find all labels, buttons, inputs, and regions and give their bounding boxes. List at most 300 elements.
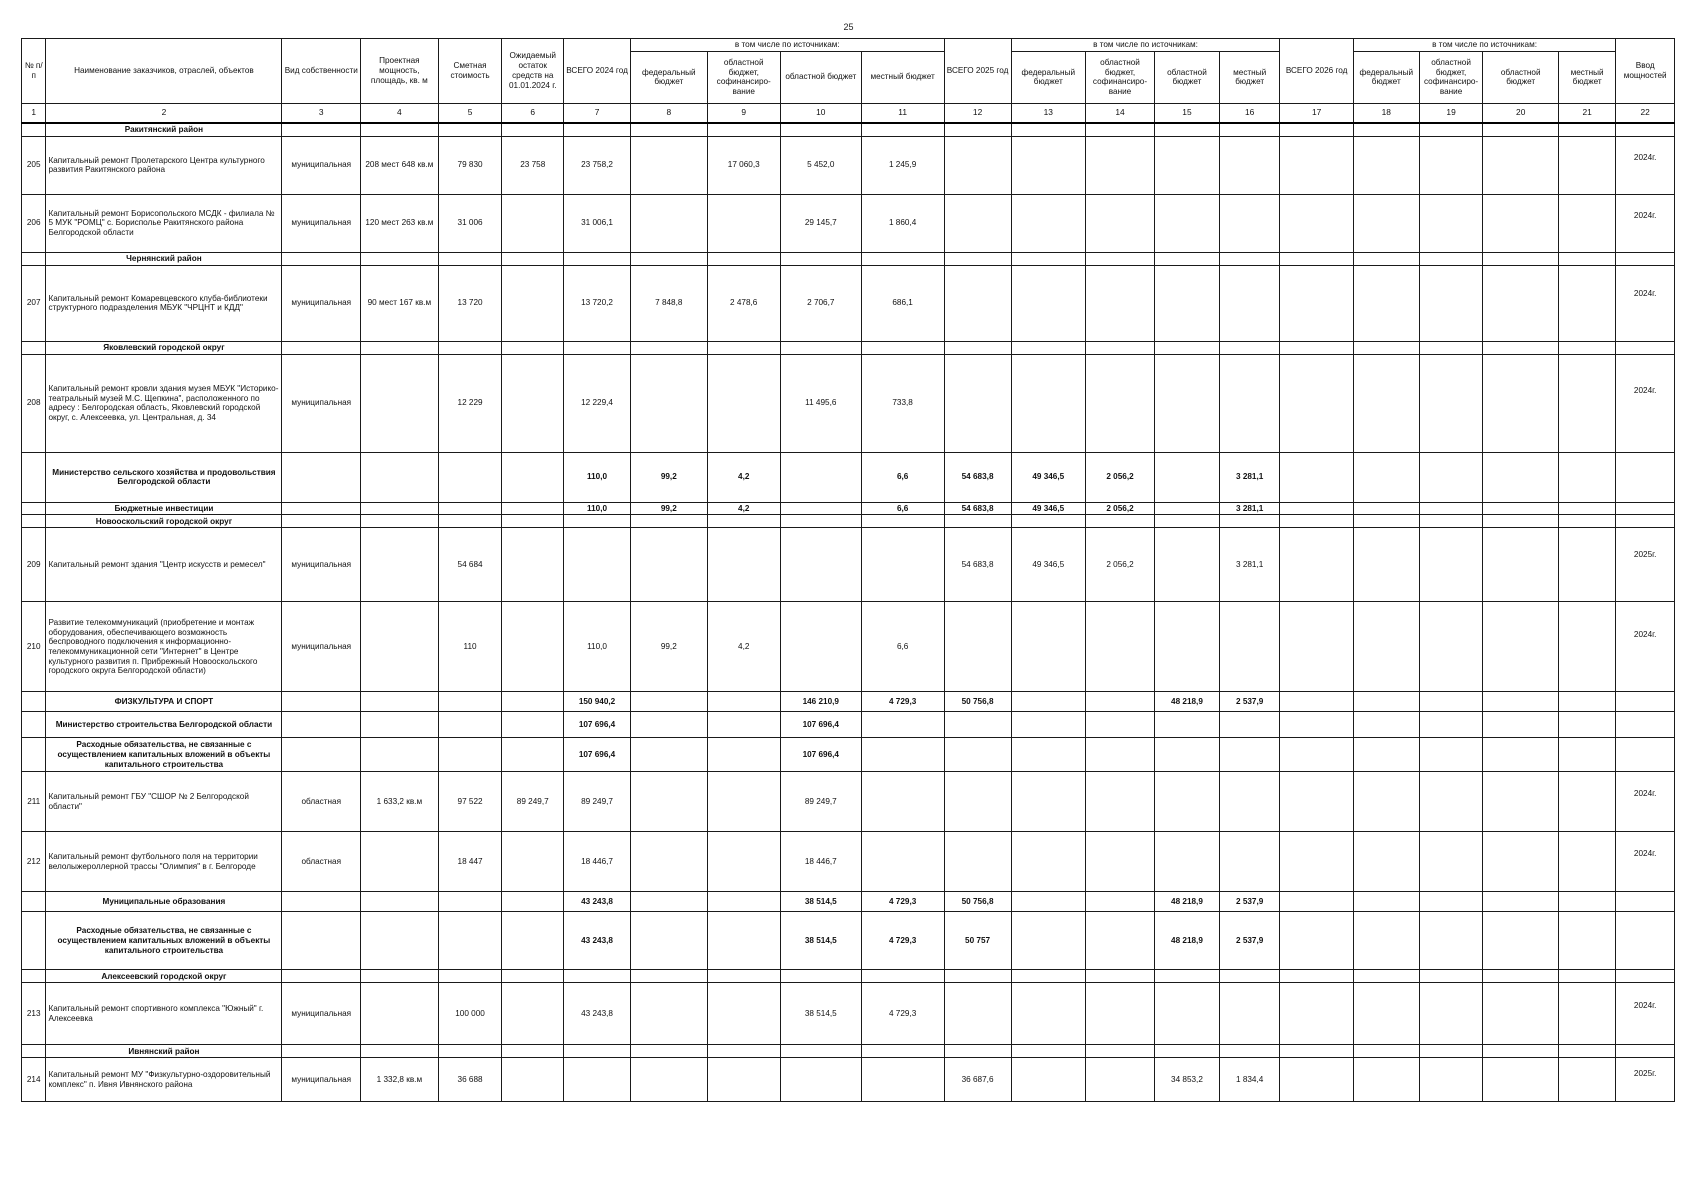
object-name: Капитальный ремонт ГБУ "СШОР № 2 Белгородской области" (46, 772, 282, 832)
expected-balance-cell: 89 249,7 (502, 772, 564, 832)
empty-cell (1353, 515, 1419, 528)
empty-cell (1483, 515, 1558, 528)
page-number: 25 (843, 22, 854, 32)
empty-cell (564, 341, 631, 354)
empty-cell (780, 970, 861, 983)
section-name: Новооскольский городской округ (46, 515, 282, 528)
ownership-cell (282, 738, 361, 772)
investment-table (21, 38, 1675, 1102)
empty-cell (1558, 123, 1615, 137)
column-number: 10 (780, 103, 861, 123)
capacity-cell (361, 912, 439, 970)
empty-cell (1483, 252, 1558, 265)
regional-2026-cell (1483, 738, 1558, 772)
federal-2026-cell (1353, 194, 1419, 252)
local-2026-cell (1558, 912, 1615, 970)
section-name: Яковлевский городской округ (46, 341, 282, 354)
regional-2025-cell (1155, 354, 1220, 452)
regional-2025-cell (1155, 602, 1220, 692)
regional-2024-cell: 38 514,5 (780, 983, 861, 1045)
regional-2025-cell (1155, 502, 1220, 515)
total-2026-cell (1280, 738, 1353, 772)
empty-cell (1616, 252, 1675, 265)
total-2024-cell: 110,0 (564, 602, 631, 692)
estimated-cost-cell: 97 522 (438, 772, 502, 832)
empty-cell (780, 252, 861, 265)
empty-cell (438, 123, 502, 137)
empty-cell (1616, 970, 1675, 983)
capacity-cell (361, 602, 439, 692)
empty-cell (361, 1045, 439, 1058)
regional-2024-cell: 5 452,0 (780, 136, 861, 194)
total-2026-cell (1280, 194, 1353, 252)
local-2024-cell (861, 772, 944, 832)
empty-cell (1155, 970, 1220, 983)
local-2024-cell: 6,6 (861, 602, 944, 692)
empty-cell (944, 252, 1011, 265)
commissioning-cell (1616, 692, 1675, 712)
empty-cell (1483, 123, 1558, 137)
empty-cell (707, 970, 780, 983)
column-number: 1 (22, 103, 46, 123)
capacity-cell: 208 мест 648 кв.м (361, 136, 439, 194)
empty-cell (438, 970, 502, 983)
column-number: 19 (1419, 103, 1483, 123)
header-sources-2024: в том числе по источникам: (631, 39, 945, 52)
header-column-numbers (22, 103, 1675, 123)
local-2024-cell (861, 738, 944, 772)
federal-2024-cell (631, 772, 708, 832)
federal-2025-cell (1011, 1058, 1085, 1102)
expected-balance-cell (502, 452, 564, 502)
total-2026-cell (1280, 265, 1353, 341)
federal-2026-cell (1353, 502, 1419, 515)
expected-balance-cell (502, 1058, 564, 1102)
regional-cofin-2025-cell (1085, 772, 1154, 832)
header-num: № п/п (22, 39, 46, 104)
column-number: 20 (1483, 103, 1558, 123)
regional-cofin-2024-cell (707, 983, 780, 1045)
column-number: 5 (438, 103, 502, 123)
empty-cell (564, 123, 631, 137)
header-local-2024: местный бюджет (861, 51, 944, 103)
total-2025-cell (944, 602, 1011, 692)
federal-2025-cell (1011, 712, 1085, 738)
empty-cell (1419, 515, 1483, 528)
regional-cofin-2025-cell (1085, 738, 1154, 772)
regional-2024-cell (780, 502, 861, 515)
regional-cofin-2025-cell (1085, 265, 1154, 341)
local-2025-cell (1219, 832, 1280, 892)
header-regional-2025: областной бюджет (1155, 51, 1220, 103)
empty-cell (780, 123, 861, 137)
expected-balance-cell (502, 912, 564, 970)
federal-2025-cell (1011, 602, 1085, 692)
empty-cell (1011, 252, 1085, 265)
regional-cofin-2026-cell (1419, 602, 1483, 692)
column-number: 22 (1616, 103, 1675, 123)
regional-cofin-2025-cell (1085, 832, 1154, 892)
empty-cell (282, 970, 361, 983)
total-2024-cell (564, 1058, 631, 1102)
regional-2024-cell: 89 249,7 (780, 772, 861, 832)
regional-2026-cell (1483, 983, 1558, 1045)
federal-2026-cell (1353, 1058, 1419, 1102)
empty-cell (1419, 123, 1483, 137)
local-2024-cell: 4 729,3 (861, 892, 944, 912)
section-num-cell (22, 1045, 46, 1058)
empty-cell (861, 1045, 944, 1058)
row-number: 206 (22, 194, 46, 252)
regional-2026-cell (1483, 892, 1558, 912)
empty-cell (282, 341, 361, 354)
subtotal-num-cell (22, 738, 46, 772)
row-number: 214 (22, 1058, 46, 1102)
total-2025-cell (944, 832, 1011, 892)
local-2024-cell: 4 729,3 (861, 912, 944, 970)
regional-2024-cell: 107 696,4 (780, 712, 861, 738)
local-2026-cell (1558, 692, 1615, 712)
header-local-2025: местный бюджет (1219, 51, 1280, 103)
header-row-groups (22, 39, 1675, 52)
total-2026-cell (1280, 1058, 1353, 1102)
ownership-cell: муниципальная (282, 194, 361, 252)
regional-cofin-2025-cell (1085, 354, 1154, 452)
local-2026-cell (1558, 602, 1615, 692)
capacity-cell (361, 832, 439, 892)
header-capacity: Проектная мощность, площадь, кв. м (361, 39, 439, 104)
federal-2024-cell (631, 712, 708, 738)
ownership-cell: областная (282, 772, 361, 832)
expected-balance-cell: 23 758 (502, 136, 564, 194)
ownership-cell (282, 892, 361, 912)
column-number: 14 (1085, 103, 1154, 123)
table-row (22, 983, 1675, 1045)
regional-2024-cell: 2 706,7 (780, 265, 861, 341)
regional-2025-cell (1155, 452, 1220, 502)
regional-2026-cell (1483, 354, 1558, 452)
federal-2024-cell (631, 692, 708, 712)
subtotal-row (22, 452, 1675, 502)
total-2025-cell (944, 265, 1011, 341)
empty-cell (564, 515, 631, 528)
empty-cell (780, 341, 861, 354)
header-regional-cofin-2024: областной бюджет, софинансиро-вание (707, 51, 780, 103)
federal-2025-cell (1011, 912, 1085, 970)
regional-cofin-2024-cell: 4,2 (707, 502, 780, 515)
empty-cell (780, 515, 861, 528)
table-row (22, 354, 1675, 452)
regional-2024-cell (780, 528, 861, 602)
local-2024-cell: 4 729,3 (861, 983, 944, 1045)
local-2026-cell (1558, 772, 1615, 832)
federal-2025-cell (1011, 772, 1085, 832)
header-federal-2024: федеральный бюджет (631, 51, 708, 103)
table-row (22, 194, 1675, 252)
commissioning-year: 2024г. (1616, 265, 1675, 341)
federal-2025-cell (1011, 136, 1085, 194)
empty-cell (1558, 252, 1615, 265)
column-number: 18 (1353, 103, 1419, 123)
empty-cell (361, 341, 439, 354)
regional-cofin-2024-cell (707, 1058, 780, 1102)
subtotal-name: Расходные обязательства, не связанные с осуществлением капитальных вложений в объекты капитального строительства (46, 738, 282, 772)
local-2025-cell: 2 537,9 (1219, 692, 1280, 712)
regional-cofin-2025-cell (1085, 983, 1154, 1045)
capacity-cell: 1 332,8 кв.м (361, 1058, 439, 1102)
ownership-cell: областная (282, 832, 361, 892)
expected-balance-cell (502, 265, 564, 341)
total-2025-cell: 36 687,6 (944, 1058, 1011, 1102)
empty-cell (438, 1045, 502, 1058)
local-2025-cell (1219, 194, 1280, 252)
capacity-cell: 90 мест 167 кв.м (361, 265, 439, 341)
regional-cofin-2025-cell (1085, 712, 1154, 738)
empty-cell (1353, 341, 1419, 354)
regional-cofin-2026-cell (1419, 692, 1483, 712)
empty-cell (361, 123, 439, 137)
header-regional-cofin-2026: областной бюджет, софинансиро-вание (1419, 51, 1483, 103)
empty-cell (1280, 341, 1353, 354)
local-2026-cell (1558, 528, 1615, 602)
local-2024-cell: 6,6 (861, 452, 944, 502)
estimated-cost-cell (438, 502, 502, 515)
total-2026-cell (1280, 772, 1353, 832)
expected-balance-cell (502, 832, 564, 892)
capacity-cell (361, 892, 439, 912)
column-number: 21 (1558, 103, 1615, 123)
federal-2025-cell (1011, 738, 1085, 772)
regional-cofin-2026-cell (1419, 354, 1483, 452)
federal-2026-cell (1353, 354, 1419, 452)
local-2024-cell: 1 245,9 (861, 136, 944, 194)
object-name: Капитальный ремонт здания "Центр искусств и ремесел" (46, 528, 282, 602)
empty-cell (502, 252, 564, 265)
row-number: 205 (22, 136, 46, 194)
commissioning-cell (1616, 912, 1675, 970)
regional-cofin-2024-cell (707, 772, 780, 832)
regional-2024-cell: 38 514,5 (780, 912, 861, 970)
commissioning-cell (1616, 452, 1675, 502)
total-2026-cell (1280, 832, 1353, 892)
header-total-2025: ВСЕГО 2025 год (944, 39, 1011, 104)
empty-cell (282, 515, 361, 528)
empty-cell (1085, 970, 1154, 983)
federal-2026-cell (1353, 692, 1419, 712)
local-2025-cell: 1 834,4 (1219, 1058, 1280, 1102)
empty-cell (1353, 1045, 1419, 1058)
expected-balance-cell (502, 602, 564, 692)
total-2026-cell (1280, 136, 1353, 194)
empty-cell (1616, 123, 1675, 137)
expected-balance-cell (502, 712, 564, 738)
total-2024-cell: 43 243,8 (564, 912, 631, 970)
total-2026-cell (1280, 528, 1353, 602)
empty-cell (438, 252, 502, 265)
regional-2024-cell: 107 696,4 (780, 738, 861, 772)
regional-cofin-2026-cell (1419, 772, 1483, 832)
empty-cell (1616, 515, 1675, 528)
header-regional-cofin-2025: областной бюджет, софинансиро-вание (1085, 51, 1154, 103)
estimated-cost-cell (438, 912, 502, 970)
capacity-cell (361, 738, 439, 772)
total-2025-cell (944, 136, 1011, 194)
empty-cell (1616, 1045, 1675, 1058)
row-number: 208 (22, 354, 46, 452)
local-2026-cell (1558, 712, 1615, 738)
column-number: 2 (46, 103, 282, 123)
empty-cell (631, 1045, 708, 1058)
local-2026-cell (1558, 194, 1615, 252)
section-num-cell (22, 252, 46, 265)
total-2024-cell: 107 696,4 (564, 738, 631, 772)
total-2024-cell: 107 696,4 (564, 712, 631, 738)
total-2024-cell: 110,0 (564, 452, 631, 502)
regional-2025-cell (1155, 832, 1220, 892)
commissioning-year: 2025г. (1616, 1058, 1675, 1102)
empty-cell (944, 341, 1011, 354)
expected-balance-cell (502, 983, 564, 1045)
local-2026-cell (1558, 738, 1615, 772)
local-2025-cell: 3 281,1 (1219, 528, 1280, 602)
regional-2025-cell: 48 218,9 (1155, 692, 1220, 712)
federal-2025-cell (1011, 194, 1085, 252)
empty-cell (282, 1045, 361, 1058)
local-2026-cell (1558, 983, 1615, 1045)
total-2024-cell: 18 446,7 (564, 832, 631, 892)
empty-cell (282, 252, 361, 265)
local-2024-cell (861, 528, 944, 602)
local-2025-cell (1219, 602, 1280, 692)
expected-balance-cell (502, 892, 564, 912)
local-2025-cell: 2 537,9 (1219, 892, 1280, 912)
regional-cofin-2026-cell (1419, 1058, 1483, 1102)
total-2025-cell: 50 757 (944, 912, 1011, 970)
regional-2024-cell: 38 514,5 (780, 892, 861, 912)
ownership-cell: муниципальная (282, 136, 361, 194)
section-name: Ивнянский район (46, 1045, 282, 1058)
total-2024-cell: 43 243,8 (564, 892, 631, 912)
federal-2025-cell (1011, 892, 1085, 912)
regional-2024-cell (780, 602, 861, 692)
local-2026-cell (1558, 136, 1615, 194)
section-name: Чернянский район (46, 252, 282, 265)
empty-cell (1155, 1045, 1220, 1058)
regional-cofin-2025-cell: 2 056,2 (1085, 528, 1154, 602)
empty-cell (944, 123, 1011, 137)
header-expected-balance: Ожидаемый остаток средств на 01.01.2024 г. (502, 39, 564, 104)
total-2025-cell (944, 983, 1011, 1045)
empty-cell (1353, 970, 1419, 983)
regional-cofin-2024-cell: 4,2 (707, 602, 780, 692)
table-row (22, 265, 1675, 341)
capacity-cell (361, 692, 439, 712)
empty-cell (1011, 341, 1085, 354)
commissioning-year: 2024г. (1616, 194, 1675, 252)
capacity-cell (361, 528, 439, 602)
federal-2026-cell (1353, 738, 1419, 772)
federal-2026-cell (1353, 892, 1419, 912)
federal-2024-cell: 99,2 (631, 502, 708, 515)
empty-cell (1085, 515, 1154, 528)
regional-2025-cell (1155, 983, 1220, 1045)
empty-cell (1419, 970, 1483, 983)
table-row (22, 832, 1675, 892)
column-number: 16 (1219, 103, 1280, 123)
total-2025-cell: 54 683,8 (944, 502, 1011, 515)
empty-cell (1558, 341, 1615, 354)
total-2024-cell: 89 249,7 (564, 772, 631, 832)
regional-2026-cell (1483, 528, 1558, 602)
regional-cofin-2024-cell: 4,2 (707, 452, 780, 502)
empty-cell (502, 970, 564, 983)
subtotal-name: Муниципальные образования (46, 892, 282, 912)
commissioning-year: 2025г. (1616, 528, 1675, 602)
empty-cell (1483, 341, 1558, 354)
total-2024-cell: 31 006,1 (564, 194, 631, 252)
regional-cofin-2026-cell (1419, 832, 1483, 892)
empty-cell (861, 123, 944, 137)
subtotal-num-cell (22, 502, 46, 515)
estimated-cost-cell (438, 892, 502, 912)
empty-cell (361, 515, 439, 528)
federal-2024-cell (631, 1058, 708, 1102)
row-number: 210 (22, 602, 46, 692)
regional-2025-cell: 34 853,2 (1155, 1058, 1220, 1102)
table-row (22, 1058, 1675, 1102)
total-2025-cell (944, 712, 1011, 738)
local-2025-cell: 3 281,1 (1219, 452, 1280, 502)
total-2025-cell: 54 683,8 (944, 528, 1011, 602)
empty-cell (502, 515, 564, 528)
regional-cofin-2026-cell (1419, 892, 1483, 912)
ownership-cell: муниципальная (282, 265, 361, 341)
regional-2025-cell (1155, 265, 1220, 341)
local-2024-cell: 733,8 (861, 354, 944, 452)
local-2025-cell: 2 537,9 (1219, 912, 1280, 970)
empty-cell (861, 341, 944, 354)
empty-cell (1419, 341, 1483, 354)
subtotal-name: Бюджетные инвестиции (46, 502, 282, 515)
regional-cofin-2024-cell (707, 892, 780, 912)
table-row (22, 602, 1675, 692)
column-number: 17 (1280, 103, 1353, 123)
regional-cofin-2025-cell (1085, 692, 1154, 712)
object-name: Капитальный ремонт Комаревцевского клуба-библиотеки структурного подразделения МБУК "ЧРЦНТ и КДД" (46, 265, 282, 341)
table-row (22, 528, 1675, 602)
local-2026-cell (1558, 1058, 1615, 1102)
regional-2026-cell (1483, 452, 1558, 502)
empty-cell (1155, 341, 1220, 354)
estimated-cost-cell: 54 684 (438, 528, 502, 602)
total-2024-cell: 110,0 (564, 502, 631, 515)
column-number: 15 (1155, 103, 1220, 123)
ownership-cell: муниципальная (282, 528, 361, 602)
empty-cell (1558, 970, 1615, 983)
regional-2025-cell (1155, 136, 1220, 194)
subtotal-name: Министерство строительства Белгородской области (46, 712, 282, 738)
object-name: Капитальный ремонт Борисопольского МСДК - филиала № 5 МУК "РОМЦ" с. Бориcполье Ракитянского района Белгородской области (46, 194, 282, 252)
row-number: 209 (22, 528, 46, 602)
regional-cofin-2026-cell (1419, 983, 1483, 1045)
regional-cofin-2025-cell (1085, 136, 1154, 194)
federal-2026-cell (1353, 983, 1419, 1045)
federal-2024-cell (631, 738, 708, 772)
empty-cell (564, 970, 631, 983)
ownership-cell (282, 692, 361, 712)
regional-2026-cell (1483, 194, 1558, 252)
regional-cofin-2025-cell (1085, 1058, 1154, 1102)
